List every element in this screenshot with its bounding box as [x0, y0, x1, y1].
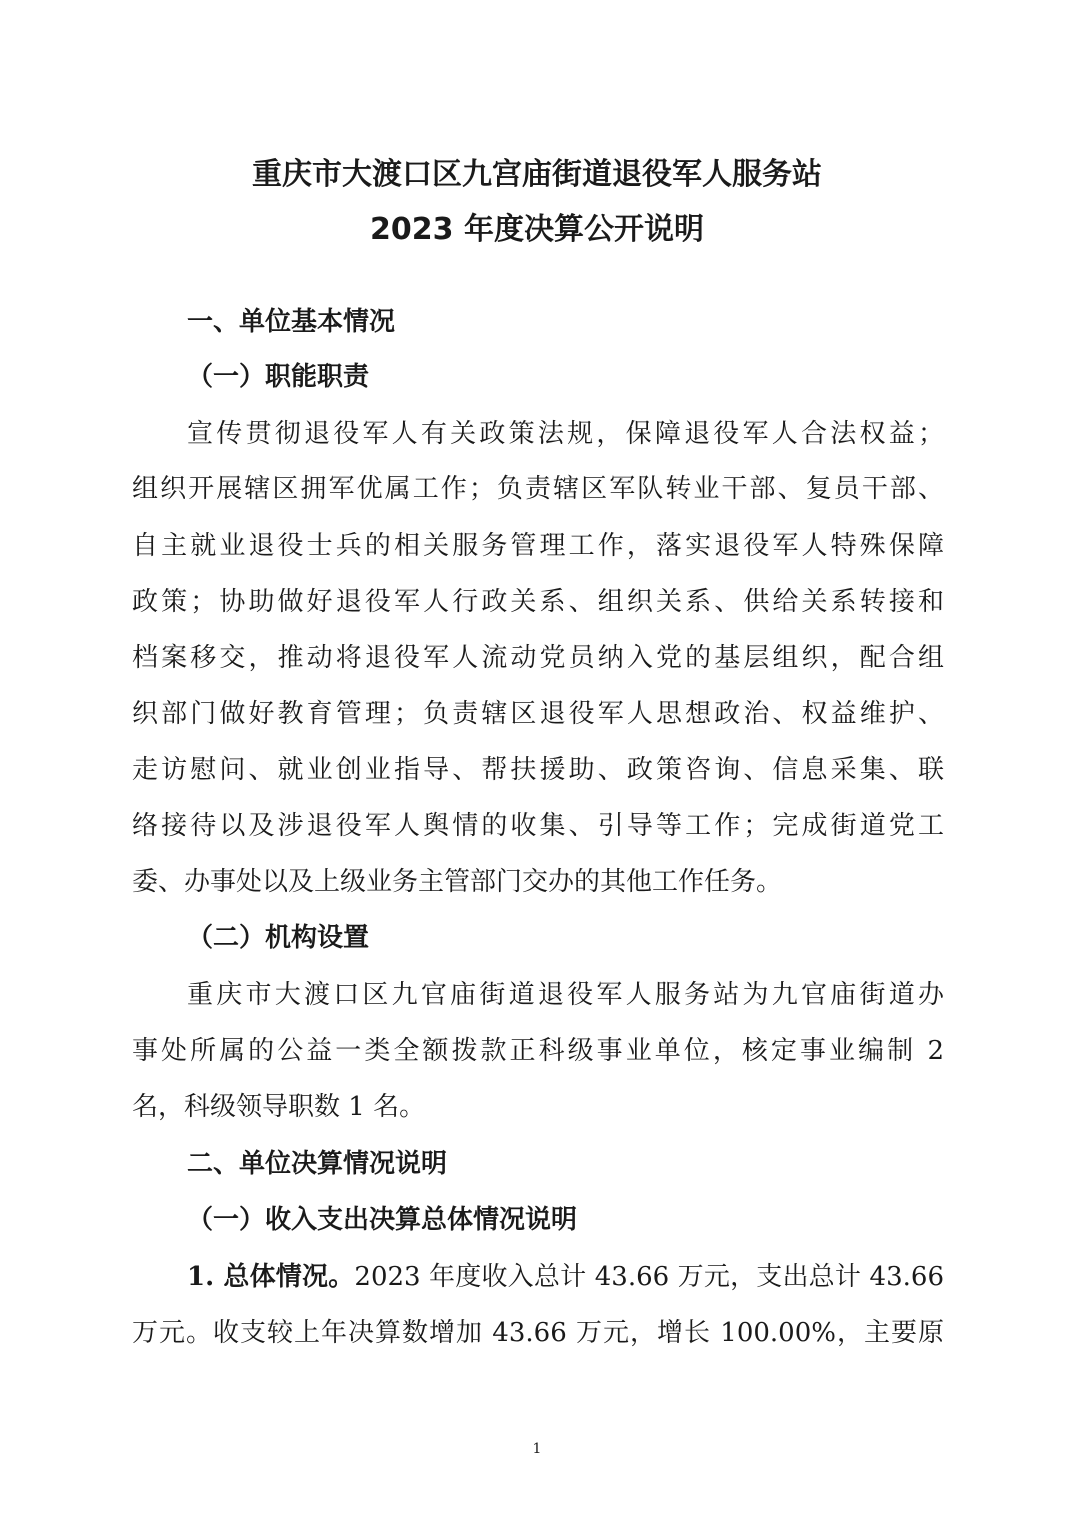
overall-line1-text: 2023 年度收入总计 43.66 万元，支出总计 43.66 — [354, 1262, 944, 1292]
subsection-heading-organization: （二）机构设置 — [187, 923, 370, 953]
section-heading-basic-info: 一、单位基本情况 — [187, 307, 396, 337]
duties-line: 政策；协助做好退役军人行政关系、组织关系、供给关系转接和 — [132, 587, 944, 617]
subsection-heading-duties: （一）职能职责 — [187, 362, 370, 392]
duties-line: 委、办事处以及上级业务主管部门交办的其他工作任务。 — [132, 867, 783, 897]
duties-line: 组织开展辖区拥军优属工作；负责辖区军队转业干部、复员干部、 — [132, 474, 944, 504]
duties-line: 络接待以及涉退役军人舆情的收集、引导等工作；完成街道党工 — [132, 811, 944, 841]
org-line: 重庆市大渡口区九官庙街道退役军人服务站为九官庙街道办 — [187, 980, 944, 1010]
org-line: 名，科级领导职数 1 名。 — [132, 1092, 426, 1122]
document-title-line2: 2023 年度决算公开说明 — [370, 212, 704, 247]
document-title-line1: 重庆市大渡口区九宫庙街道退役军人服务站 — [252, 157, 822, 192]
duties-line: 走访慰问、就业创业指导、帮扶援助、政策咨询、信息采集、联 — [132, 755, 944, 785]
duties-line: 织部门做好教育管理；负责辖区退役军人思想政治、权益维护、 — [132, 699, 944, 729]
duties-line: 宣传贯彻退役军人有关政策法规，保障退役军人合法权益； — [187, 419, 944, 449]
overall-line: 万元。收支较上年决算数增加 43.66 万元，增长 100.00%，主要原 — [132, 1318, 944, 1348]
overall-lead: 1. 总体情况。 — [187, 1262, 355, 1292]
duties-line: 档案移交，推动将退役军人流动党员纳入党的基层组织，配合组 — [132, 643, 944, 673]
overall-line — [187, 1261, 944, 1293]
page-number: 1 — [532, 1441, 542, 1457]
section-heading-final-accounts: 二、单位决算情况说明 — [187, 1149, 448, 1179]
duties-line: 自主就业退役士兵的相关服务管理工作，落实退役军人特殊保障 — [132, 531, 944, 561]
subsection-heading-overall: （一）收入支出决算总体情况说明 — [187, 1205, 578, 1235]
org-line: 事处所属的公益一类全额拨款正科级事业单位，核定事业编制 2 — [132, 1036, 944, 1066]
